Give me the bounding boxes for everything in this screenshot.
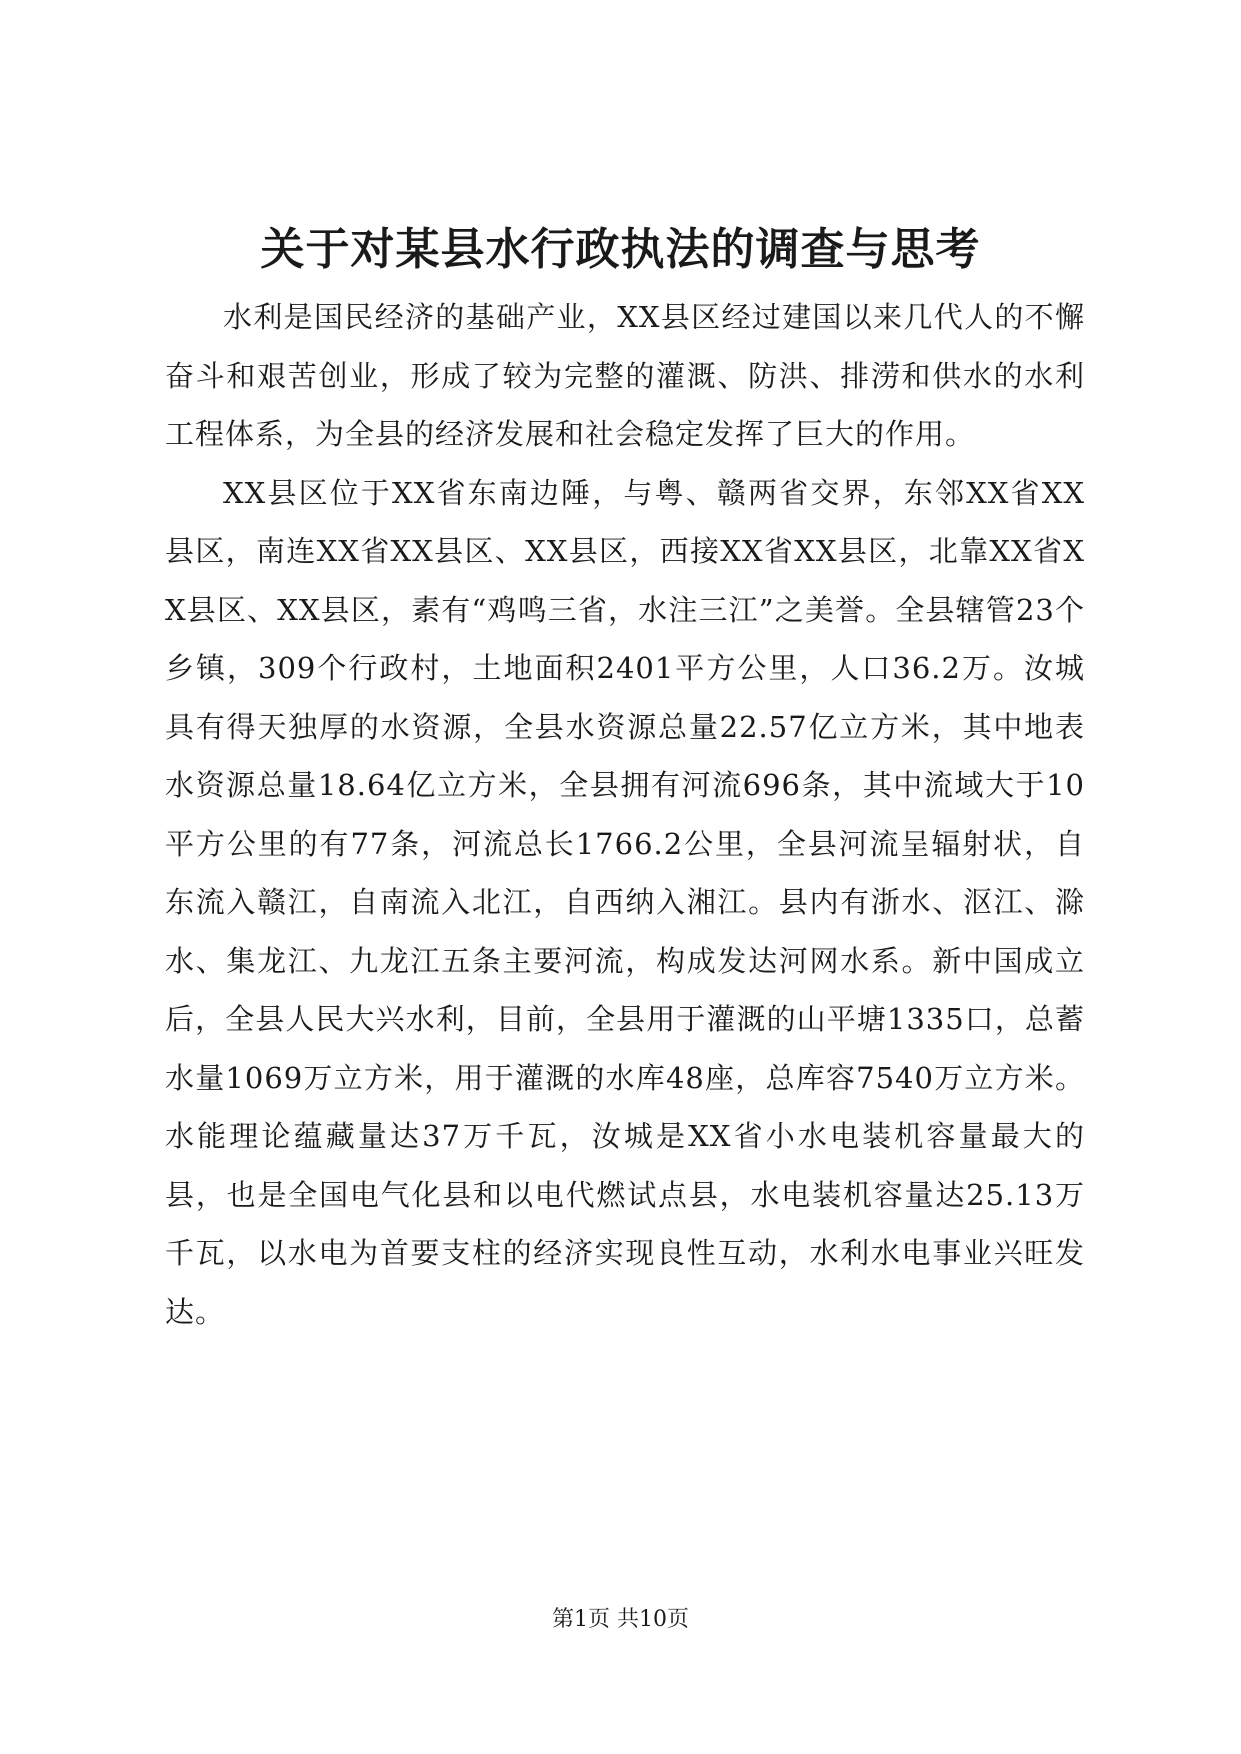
document-body	[165, 288, 1085, 1341]
document-title: 关于对某县水行政执法的调查与思考	[260, 224, 981, 275]
page-number-footer: 第1页 共10页	[552, 1607, 689, 1632]
paragraph-2: XX县区位于XX省东南边陲，与粤、赣两省交界，东邻XX省XX县区，南连XX省XX县区、XX县区，西接XX省XX县区，北靠XX省XX县区、XX县区，素有“鸡鸣三省，水注三江”之美誉。全县辖管23个乡镇，309个行政村，土地面积2401平方公里，人口36.2万。汝城具有得天独厚的水资源，全县水资源总量22.57亿立方米，其中地表水资源总量18.64亿立方米，全县拥有河流696条，其中流域大于10平方公里的有77条，河流总长1766.2公里，全县河流呈辐射状，自东流入赣江，自南流入北江，自西纳入湘江。县内有浙水、沤江、滁水、集龙江、九龙江五条主要河流，构成发达河网水系。新中国成立后，全县人民大兴水利，目前，全县用于灌溉的山平塘1335口，总蓄水量1069万立方米，用于灌溉的水库48座，总库容7540万立方米。水能理论蕴藏量达37万千瓦，汝城是XX省小水电装机容量最大的县，也是全国电气化县和以电代燃试点县，水电装机容量达25.13万千瓦，以水电为首要支柱的经济实现良性互动，水利水电事业兴旺发达。	[165, 475, 1085, 1329]
paragraph-1: 水利是国民经济的基础产业，XX县区经过建国以来几代人的不懈奋斗和艰苦创业，形成了较为完整的灌溉、防洪、排涝和供水的水利工程体系，为全县的经济发展和社会稳定发挥了巨大的作用。	[165, 300, 1085, 451]
